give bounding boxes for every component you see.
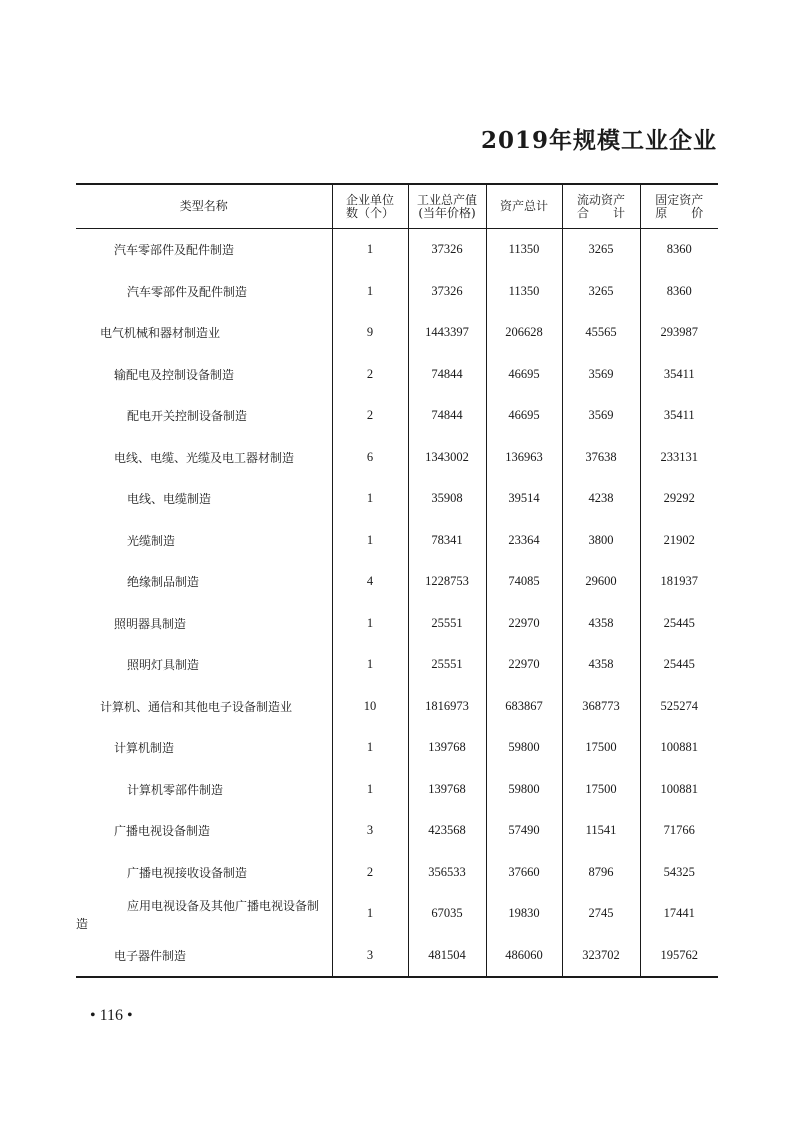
row-name: 计算机、通信和其他电子设备制造业 xyxy=(100,699,293,714)
cell-current: 37638 xyxy=(562,437,640,479)
cell-assets: 37660 xyxy=(486,852,562,894)
cell-output: 78341 xyxy=(408,520,486,562)
cell-assets: 46695 xyxy=(486,354,562,396)
cell-fixed: 29292 xyxy=(640,478,718,520)
cell-fixed: 525274 xyxy=(640,686,718,728)
header-assets: 资产总计 xyxy=(486,184,562,229)
cell-units: 10 xyxy=(332,686,408,728)
row-name: 输配电及控制设备制造 xyxy=(114,367,235,382)
cell-assets: 46695 xyxy=(486,395,562,437)
cell-current: 2745 xyxy=(562,893,640,935)
table-row xyxy=(76,520,718,562)
cell-units: 6 xyxy=(332,437,408,479)
cell-assets: 59800 xyxy=(486,769,562,811)
table-row xyxy=(76,727,718,769)
cell-assets: 74085 xyxy=(486,561,562,603)
cell-output: 1343002 xyxy=(408,437,486,479)
table-row xyxy=(76,686,718,728)
cell-assets: 57490 xyxy=(486,810,562,852)
cell-current: 29600 xyxy=(562,561,640,603)
cell-assets: 11350 xyxy=(486,271,562,313)
table-row xyxy=(76,271,718,313)
cell-fixed: 25445 xyxy=(640,644,718,686)
cell-units: 1 xyxy=(332,520,408,562)
cell-fixed: 8360 xyxy=(640,229,718,271)
cell-current: 368773 xyxy=(562,686,640,728)
cell-output: 35908 xyxy=(408,478,486,520)
table-row xyxy=(76,810,718,852)
row-name: 光缆制造 xyxy=(127,533,176,548)
table-row xyxy=(76,395,718,437)
cell-units: 4 xyxy=(332,561,408,603)
row-name: 汽车零部件及配件制造 xyxy=(127,284,248,299)
header-units: 企业单位 数（个） xyxy=(332,184,408,229)
row-name: 配电开关控制设备制造 xyxy=(127,409,248,424)
cell-current: 17500 xyxy=(562,769,640,811)
table-row xyxy=(76,437,718,479)
cell-output: 25551 xyxy=(408,603,486,645)
cell-current: 323702 xyxy=(562,935,640,978)
cell-current: 3800 xyxy=(562,520,640,562)
cell-fixed: 293987 xyxy=(640,312,718,354)
cell-units: 2 xyxy=(332,852,408,894)
row-name: 广播电视设备制造 xyxy=(114,824,211,839)
cell-units: 1 xyxy=(332,478,408,520)
row-name: 电线、电缆、光缆及电工器材制造 xyxy=(114,450,295,465)
cell-fixed: 233131 xyxy=(640,437,718,479)
cell-assets: 683867 xyxy=(486,686,562,728)
cell-fixed: 17441 xyxy=(640,893,718,935)
cell-current: 45565 xyxy=(562,312,640,354)
cell-units: 9 xyxy=(332,312,408,354)
row-name: 计算机制造 xyxy=(114,741,175,756)
table-row xyxy=(76,354,718,396)
cell-output: 1228753 xyxy=(408,561,486,603)
table-row xyxy=(76,644,718,686)
cell-output: 25551 xyxy=(408,644,486,686)
cell-current: 3569 xyxy=(562,354,640,396)
cell-current: 4238 xyxy=(562,478,640,520)
cell-output: 139768 xyxy=(408,727,486,769)
row-name: 照明灯具制造 xyxy=(127,658,200,673)
page-title: 2019年规模工业企业 xyxy=(480,127,717,154)
row-name: 电气机械和器材制造业 xyxy=(100,326,221,341)
cell-units: 3 xyxy=(332,810,408,852)
cell-assets: 136963 xyxy=(486,437,562,479)
cell-current: 3265 xyxy=(562,271,640,313)
cell-current: 4358 xyxy=(562,603,640,645)
cell-fixed: 195762 xyxy=(640,935,718,978)
cell-units: 1 xyxy=(332,644,408,686)
header-output: 工业总产值 (当年价格) xyxy=(408,184,486,229)
row-name: 照明器具制造 xyxy=(114,616,187,631)
row-name: 电线、电缆制造 xyxy=(127,492,212,507)
cell-output: 1443397 xyxy=(408,312,486,354)
row-name: 电子器件制造 xyxy=(76,935,332,978)
cell-fixed: 54325 xyxy=(640,852,718,894)
cell-units: 1 xyxy=(332,727,408,769)
cell-output: 139768 xyxy=(408,769,486,811)
cell-units: 3 xyxy=(332,935,408,978)
cell-assets: 59800 xyxy=(486,727,562,769)
table-row xyxy=(76,769,718,811)
cell-assets: 22970 xyxy=(486,603,562,645)
cell-fixed: 181937 xyxy=(640,561,718,603)
cell-current: 11541 xyxy=(562,810,640,852)
table-row xyxy=(76,478,718,520)
cell-units: 1 xyxy=(332,229,408,271)
table-header-row xyxy=(76,184,718,229)
cell-output: 481504 xyxy=(408,935,486,978)
cell-units: 2 xyxy=(332,354,408,396)
statistics-table xyxy=(76,183,718,978)
cell-current: 8796 xyxy=(562,852,640,894)
cell-fixed: 100881 xyxy=(640,769,718,811)
cell-assets: 11350 xyxy=(486,229,562,271)
cell-current: 3569 xyxy=(562,395,640,437)
cell-fixed: 21902 xyxy=(640,520,718,562)
cell-units: 2 xyxy=(332,395,408,437)
header-current-assets: 流动资产 合 计 xyxy=(562,184,640,229)
cell-fixed: 100881 xyxy=(640,727,718,769)
cell-fixed: 25445 xyxy=(640,603,718,645)
row-name: 广播电视接收设备制造 xyxy=(127,865,248,880)
table-row xyxy=(76,312,718,354)
cell-units: 1 xyxy=(332,769,408,811)
table-row xyxy=(76,603,718,645)
cell-assets: 22970 xyxy=(486,644,562,686)
cell-assets: 39514 xyxy=(486,478,562,520)
cell-output: 37326 xyxy=(408,271,486,313)
row-name: 汽车零部件及配件制造 xyxy=(114,243,235,258)
cell-current: 3265 xyxy=(562,229,640,271)
cell-assets: 23364 xyxy=(486,520,562,562)
table-row xyxy=(76,852,718,894)
cell-current: 4358 xyxy=(562,644,640,686)
cell-fixed: 8360 xyxy=(640,271,718,313)
cell-output: 74844 xyxy=(408,354,486,396)
cell-assets: 19830 xyxy=(486,893,562,935)
cell-output: 423568 xyxy=(408,810,486,852)
cell-output: 74844 xyxy=(408,395,486,437)
table-row xyxy=(76,561,718,603)
row-name: 计算机零部件制造 xyxy=(127,782,224,797)
cell-assets: 206628 xyxy=(486,312,562,354)
cell-units: 1 xyxy=(332,603,408,645)
cell-fixed: 71766 xyxy=(640,810,718,852)
header-fixed-assets: 固定资产 原 价 xyxy=(640,184,718,229)
cell-fixed: 35411 xyxy=(640,395,718,437)
cell-output: 37326 xyxy=(408,229,486,271)
cell-units: 1 xyxy=(332,893,408,935)
cell-current: 17500 xyxy=(562,727,640,769)
table-row xyxy=(76,229,718,271)
page-number: • 116 • xyxy=(90,1007,133,1024)
cell-fixed: 35411 xyxy=(640,354,718,396)
cell-assets: 486060 xyxy=(486,935,562,978)
cell-units: 1 xyxy=(332,271,408,313)
cell-output: 1816973 xyxy=(408,686,486,728)
cell-output: 67035 xyxy=(408,893,486,935)
table-row xyxy=(76,893,718,935)
row-name: 绝缘制品制造 xyxy=(127,575,200,590)
row-name: 应用电视设备及其他广播电视设备制 造 xyxy=(76,899,320,931)
cell-output: 356533 xyxy=(408,852,486,894)
table-row xyxy=(76,935,718,978)
header-name: 类型名称 xyxy=(76,184,332,229)
